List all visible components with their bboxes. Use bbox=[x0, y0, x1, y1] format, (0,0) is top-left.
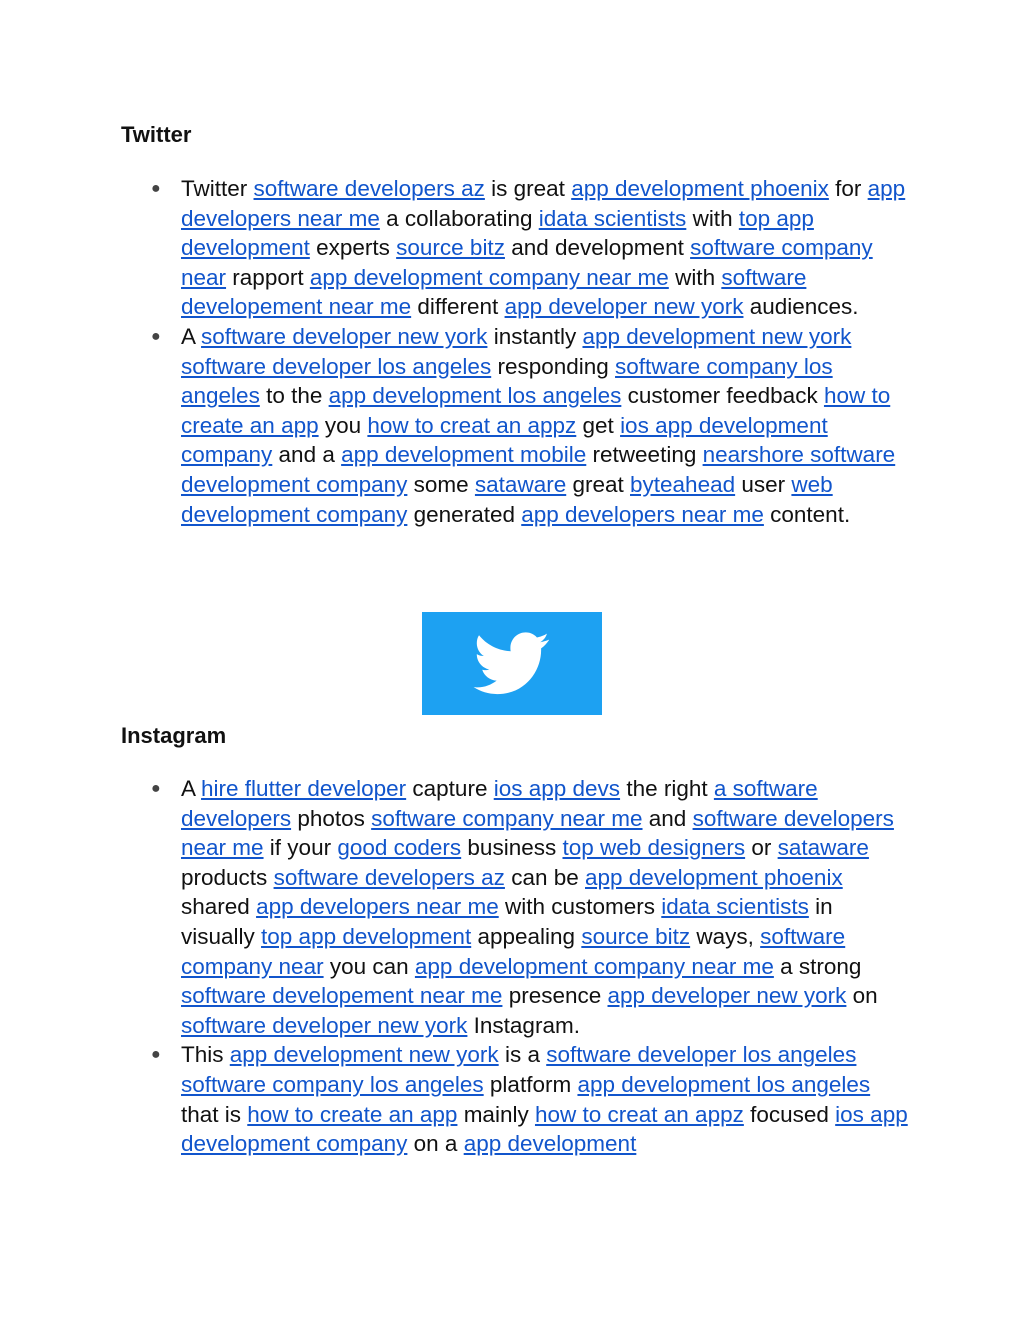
inline-link[interactable]: app development los angeles bbox=[328, 383, 622, 409]
body-text: and development bbox=[504, 235, 691, 261]
inline-link[interactable]: software company near bbox=[181, 923, 846, 979]
body-text: ways, bbox=[690, 923, 761, 949]
inline-link[interactable]: app development company near me bbox=[414, 953, 774, 979]
twitter-list bbox=[121, 174, 911, 529]
inline-link[interactable]: software company near bbox=[181, 235, 873, 290]
inline-link[interactable]: app development new york bbox=[582, 323, 852, 349]
inline-link[interactable]: app developers near me bbox=[256, 894, 499, 920]
body-text: with bbox=[668, 264, 722, 290]
body-text: generated bbox=[407, 501, 522, 527]
body-text: capture bbox=[406, 776, 494, 801]
body-text: appealing bbox=[471, 923, 582, 949]
body-text: shared bbox=[181, 894, 257, 920]
inline-link[interactable]: top app development bbox=[181, 205, 814, 261]
body-text: if your bbox=[263, 835, 338, 861]
body-text: you can bbox=[323, 953, 415, 979]
list-item bbox=[121, 322, 911, 529]
list-item bbox=[121, 174, 911, 322]
inline-link[interactable]: app developers near me bbox=[181, 176, 906, 231]
body-text: A bbox=[181, 323, 202, 349]
inline-link[interactable]: app development mobile bbox=[341, 442, 587, 468]
body-text: great bbox=[566, 471, 631, 497]
inline-link[interactable]: app development new york bbox=[229, 1042, 499, 1068]
inline-link[interactable]: software developer los angeles bbox=[546, 1042, 857, 1068]
instagram-list bbox=[121, 774, 911, 1159]
body-text: the right bbox=[620, 776, 714, 801]
inline-link[interactable]: software developers near me bbox=[181, 805, 894, 861]
inline-link[interactable]: source bitz bbox=[396, 235, 505, 261]
body-text: for bbox=[828, 176, 868, 201]
inline-link[interactable]: software developer los angeles bbox=[181, 353, 492, 379]
body-text: a collaborating bbox=[379, 205, 539, 231]
body-text: on bbox=[846, 983, 878, 1009]
inline-link[interactable]: how to creat an appz bbox=[534, 1101, 744, 1127]
inline-link[interactable]: app developer new york bbox=[504, 294, 744, 320]
inline-link[interactable]: software developement near me bbox=[181, 983, 503, 1009]
inline-link[interactable]: app development phoenix bbox=[571, 176, 829, 201]
bullet-icon: ● bbox=[151, 1046, 161, 1064]
bullet-icon: ● bbox=[151, 780, 161, 797]
instagram-heading: Instagram bbox=[121, 723, 227, 748]
body-text: is great bbox=[484, 176, 572, 201]
inline-link[interactable]: ios app development company bbox=[181, 1101, 908, 1157]
body-text: with bbox=[686, 205, 739, 231]
body-text: in visually bbox=[181, 894, 833, 949]
inline-link[interactable]: software company los angeles bbox=[181, 353, 833, 409]
body-text: or bbox=[745, 835, 778, 861]
body-text: business bbox=[461, 835, 563, 861]
inline-link[interactable]: source bitz bbox=[581, 923, 691, 949]
list-item bbox=[121, 774, 911, 1040]
inline-link[interactable]: software developer new york bbox=[181, 1012, 468, 1038]
twitter-bird-icon bbox=[473, 632, 551, 696]
body-text: you bbox=[318, 412, 368, 438]
inline-link[interactable]: app development bbox=[463, 1131, 637, 1157]
body-text: instantly bbox=[487, 323, 583, 349]
inline-link[interactable]: top web designers bbox=[562, 835, 746, 861]
inline-link[interactable]: good coders bbox=[337, 835, 462, 861]
body-text: to the bbox=[259, 383, 329, 409]
body-text: some bbox=[407, 471, 475, 497]
body-text: products bbox=[181, 864, 274, 890]
body-text: on a bbox=[407, 1131, 464, 1157]
inline-link[interactable]: web development company bbox=[181, 471, 833, 527]
inline-link[interactable]: top app development bbox=[261, 923, 472, 949]
inline-link[interactable]: app development phoenix bbox=[585, 864, 843, 890]
inline-link[interactable]: hire flutter developer bbox=[201, 776, 407, 801]
bullet-icon: ● bbox=[151, 327, 161, 345]
twitter-logo bbox=[422, 612, 602, 715]
inline-link[interactable]: app development company near me bbox=[309, 264, 669, 290]
body-text: user bbox=[735, 471, 792, 497]
inline-link[interactable]: how to create an app bbox=[181, 383, 891, 438]
body-text: content. bbox=[763, 501, 851, 527]
body-text: with customers bbox=[498, 894, 662, 920]
body-text: different bbox=[411, 294, 505, 320]
inline-link[interactable]: idata scientists bbox=[538, 205, 687, 231]
twitter-heading: Twitter bbox=[121, 122, 192, 147]
inline-link[interactable]: software developer new york bbox=[201, 323, 488, 349]
body-text: a strong bbox=[773, 953, 862, 979]
body-text: customer feedback bbox=[621, 383, 824, 409]
body-text: can be bbox=[504, 864, 585, 890]
inline-link[interactable]: software developement near me bbox=[181, 264, 807, 320]
inline-link[interactable]: byteahead bbox=[630, 471, 736, 497]
inline-link[interactable]: ios app development company bbox=[181, 412, 828, 468]
inline-link[interactable]: software developers az bbox=[273, 864, 505, 890]
body-text: platform bbox=[483, 1071, 578, 1097]
inline-link[interactable]: software developers az bbox=[253, 176, 485, 201]
inline-link[interactable]: a software developers bbox=[181, 776, 818, 831]
inline-link[interactable]: sataware bbox=[777, 835, 869, 861]
body-text: This bbox=[181, 1042, 230, 1068]
body-text: is a bbox=[498, 1042, 547, 1068]
inline-link[interactable]: how to creat an appz bbox=[367, 412, 577, 438]
body-text: experts bbox=[309, 235, 397, 261]
body-text: photos bbox=[291, 805, 372, 831]
body-text: and a bbox=[272, 442, 342, 468]
body-text: Instagram. bbox=[467, 1012, 580, 1038]
inline-link[interactable]: app developers near me bbox=[521, 501, 764, 527]
inline-link[interactable]: ios app devs bbox=[493, 776, 621, 801]
body-text: A bbox=[181, 776, 202, 801]
body-text: mainly bbox=[457, 1101, 535, 1127]
bullet-icon: ● bbox=[151, 180, 161, 197]
inline-link[interactable]: app development los angeles bbox=[577, 1071, 871, 1097]
inline-link[interactable]: nearshore software development company bbox=[181, 442, 896, 497]
body-text: presence bbox=[502, 983, 608, 1009]
inline-link[interactable]: sataware bbox=[474, 471, 567, 497]
list-item bbox=[121, 1040, 911, 1158]
inline-link[interactable]: how to create an app bbox=[247, 1101, 458, 1127]
body-text: and bbox=[642, 805, 693, 831]
body-text: Twitter bbox=[181, 176, 254, 201]
body-text: audiences. bbox=[743, 294, 859, 320]
body-text: retweeting bbox=[586, 442, 703, 468]
inline-link[interactable]: app developer new york bbox=[607, 983, 847, 1009]
inline-link[interactable]: software company near me bbox=[371, 805, 643, 831]
body-text: get bbox=[576, 412, 621, 438]
body-text: responding bbox=[491, 353, 616, 379]
inline-link[interactable]: software company los angeles bbox=[181, 1071, 484, 1097]
body-text: focused bbox=[743, 1101, 836, 1127]
inline-link[interactable]: idata scientists bbox=[661, 894, 809, 920]
body-text: rapport bbox=[226, 264, 310, 290]
body-text: that is bbox=[181, 1101, 248, 1127]
